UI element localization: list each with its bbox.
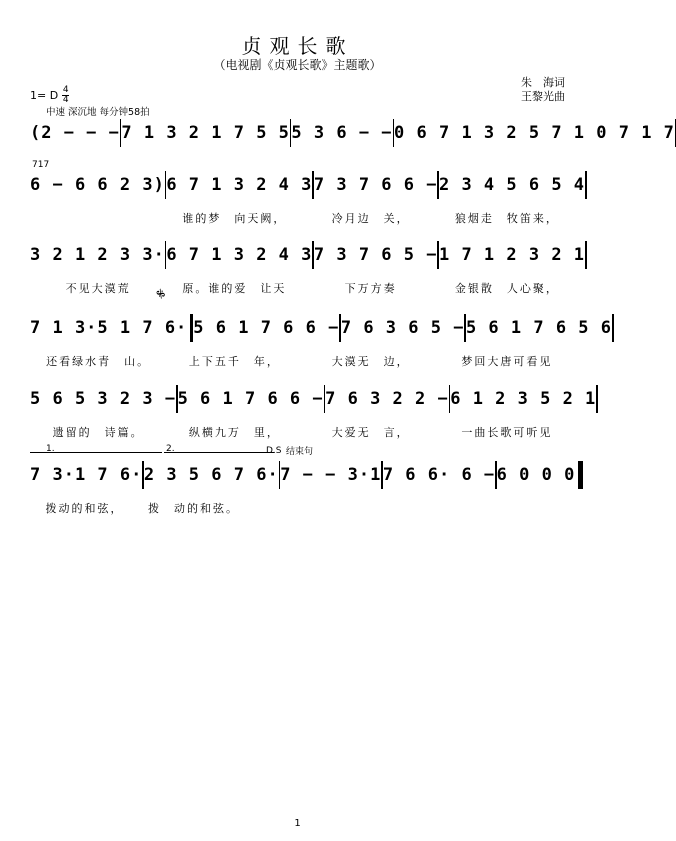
measure: 7 3·1 7 6·	[30, 465, 143, 485]
page-number: 1	[294, 818, 301, 829]
composer-credit: 王黎光曲	[521, 90, 565, 103]
lyric: 拨动的和弦，	[45, 502, 124, 515]
lyric: 一曲长歌可听见	[461, 426, 553, 439]
volta-bracket-2	[164, 452, 274, 453]
measure: (2 − − −	[30, 123, 120, 143]
tempo-marking: 中速 深沉地 每分钟58拍	[46, 107, 150, 118]
notes-row	[30, 118, 675, 148]
notes-row	[30, 170, 586, 200]
measure: 3 2 1 2 3 3·	[30, 245, 165, 265]
staff-system-2	[30, 160, 586, 240]
barline	[585, 171, 587, 199]
measure: 6 1 2 3 5 2 1	[450, 389, 597, 409]
measure: 0 6 7 1 3 2 5 7 1 0 7 1 7	[394, 123, 675, 143]
measure: 5 6 5 3 2 3 −	[30, 389, 177, 409]
measure: 7 1 3 2 1 7 5 5	[121, 123, 290, 143]
measure: 5 6 1 7 6 5 6	[465, 318, 613, 338]
measure: 6 7 1 3 2 4 3	[166, 245, 313, 265]
song-subtitle: （电视剧《贞观长歌》主题歌）	[213, 58, 382, 72]
measure: 5 3 6 − −	[291, 123, 393, 143]
measure: 6 0 0 0	[496, 465, 576, 485]
staff-system-4	[30, 313, 613, 383]
lyric: 原。谁的爱 让天	[182, 282, 287, 295]
lyrics-row	[30, 424, 575, 444]
lyric: 遗留的 诗篇。	[52, 426, 144, 439]
measure: 6 7 1 3 2 4 3	[166, 175, 313, 195]
key-signature	[30, 86, 69, 105]
volta-1-label: 1.	[46, 444, 55, 454]
measure: 7 3 7 6 5 −	[313, 245, 438, 265]
lyric: 梦回大唐可看见	[461, 355, 553, 368]
staff-system-6	[30, 444, 576, 530]
measure: 7 − − 3·1	[280, 465, 382, 485]
time-signature-top: 4	[62, 85, 69, 95]
lyrics-row	[30, 280, 575, 300]
lyric: 大漠无 边，	[331, 355, 410, 368]
lyricist-credit: 朱 海词	[521, 76, 565, 89]
barline	[596, 385, 598, 413]
measure: 2 3 5 6 7 6·	[143, 465, 279, 485]
key-label: 1= D	[30, 89, 59, 102]
final-barline	[578, 461, 583, 489]
measure: 7 6 6· 6 −	[382, 465, 496, 485]
notes-row	[30, 240, 586, 270]
lyric	[357, 500, 466, 520]
measure: 1 7 1 2 3 2 1	[438, 245, 586, 265]
song-title: 贞观长歌	[241, 34, 354, 58]
measure: 2 3 4 5 6 5 4	[438, 175, 586, 195]
lyric: 拨 动的和弦。	[148, 502, 239, 515]
lyric: 不见大漠荒	[65, 282, 131, 295]
measure: 5 6 1 7 6 6 −	[193, 318, 340, 338]
lyric: 金银散 人心聚，	[454, 282, 559, 295]
measure: 5 6 1 7 6 6 −	[177, 389, 324, 409]
ending-marking: 结束句	[286, 447, 314, 457]
barline	[585, 241, 587, 269]
volta-2-label: 2.	[166, 444, 175, 454]
measure: 7 1 3·5 1 7 6·	[30, 318, 188, 338]
lyric: 上下五千 年，	[188, 355, 280, 368]
lyric: 谁的梦 向天阙，	[182, 212, 287, 225]
lyric: 还看绿水青 山。	[46, 355, 151, 368]
measure: 7 6 3 2 2 −	[325, 389, 449, 409]
lyric	[466, 500, 575, 520]
lyrics-row	[30, 500, 575, 520]
lyric	[30, 210, 166, 230]
ds-marking: D.S	[266, 446, 282, 456]
segno-mark: 𝄋	[152, 284, 170, 304]
lyric: 下万方奏	[344, 282, 397, 295]
lyric: 冷月边 关，	[331, 212, 410, 225]
barline	[612, 314, 614, 342]
measure: 6 − 6 6 2 3)	[30, 175, 165, 195]
measure: 7 3 7 6 6 −	[313, 175, 438, 195]
lyric: 狼烟走 牧笛来，	[454, 212, 559, 225]
lyric	[248, 500, 357, 520]
notes-row	[30, 384, 597, 414]
notes-row	[30, 313, 613, 343]
notes-row	[30, 460, 575, 490]
lyric: 纵横九万 里，	[188, 426, 280, 439]
lyrics-row	[30, 210, 575, 230]
lyric: 大爱无 言，	[331, 426, 410, 439]
time-signature-bottom: 4	[62, 95, 69, 105]
lyrics-row	[30, 353, 575, 373]
measure: 7 6 3 6 5 −	[340, 318, 465, 338]
pickup-annotation: 717	[32, 160, 50, 170]
staff-system-3	[30, 240, 586, 310]
time-signature	[62, 86, 69, 105]
